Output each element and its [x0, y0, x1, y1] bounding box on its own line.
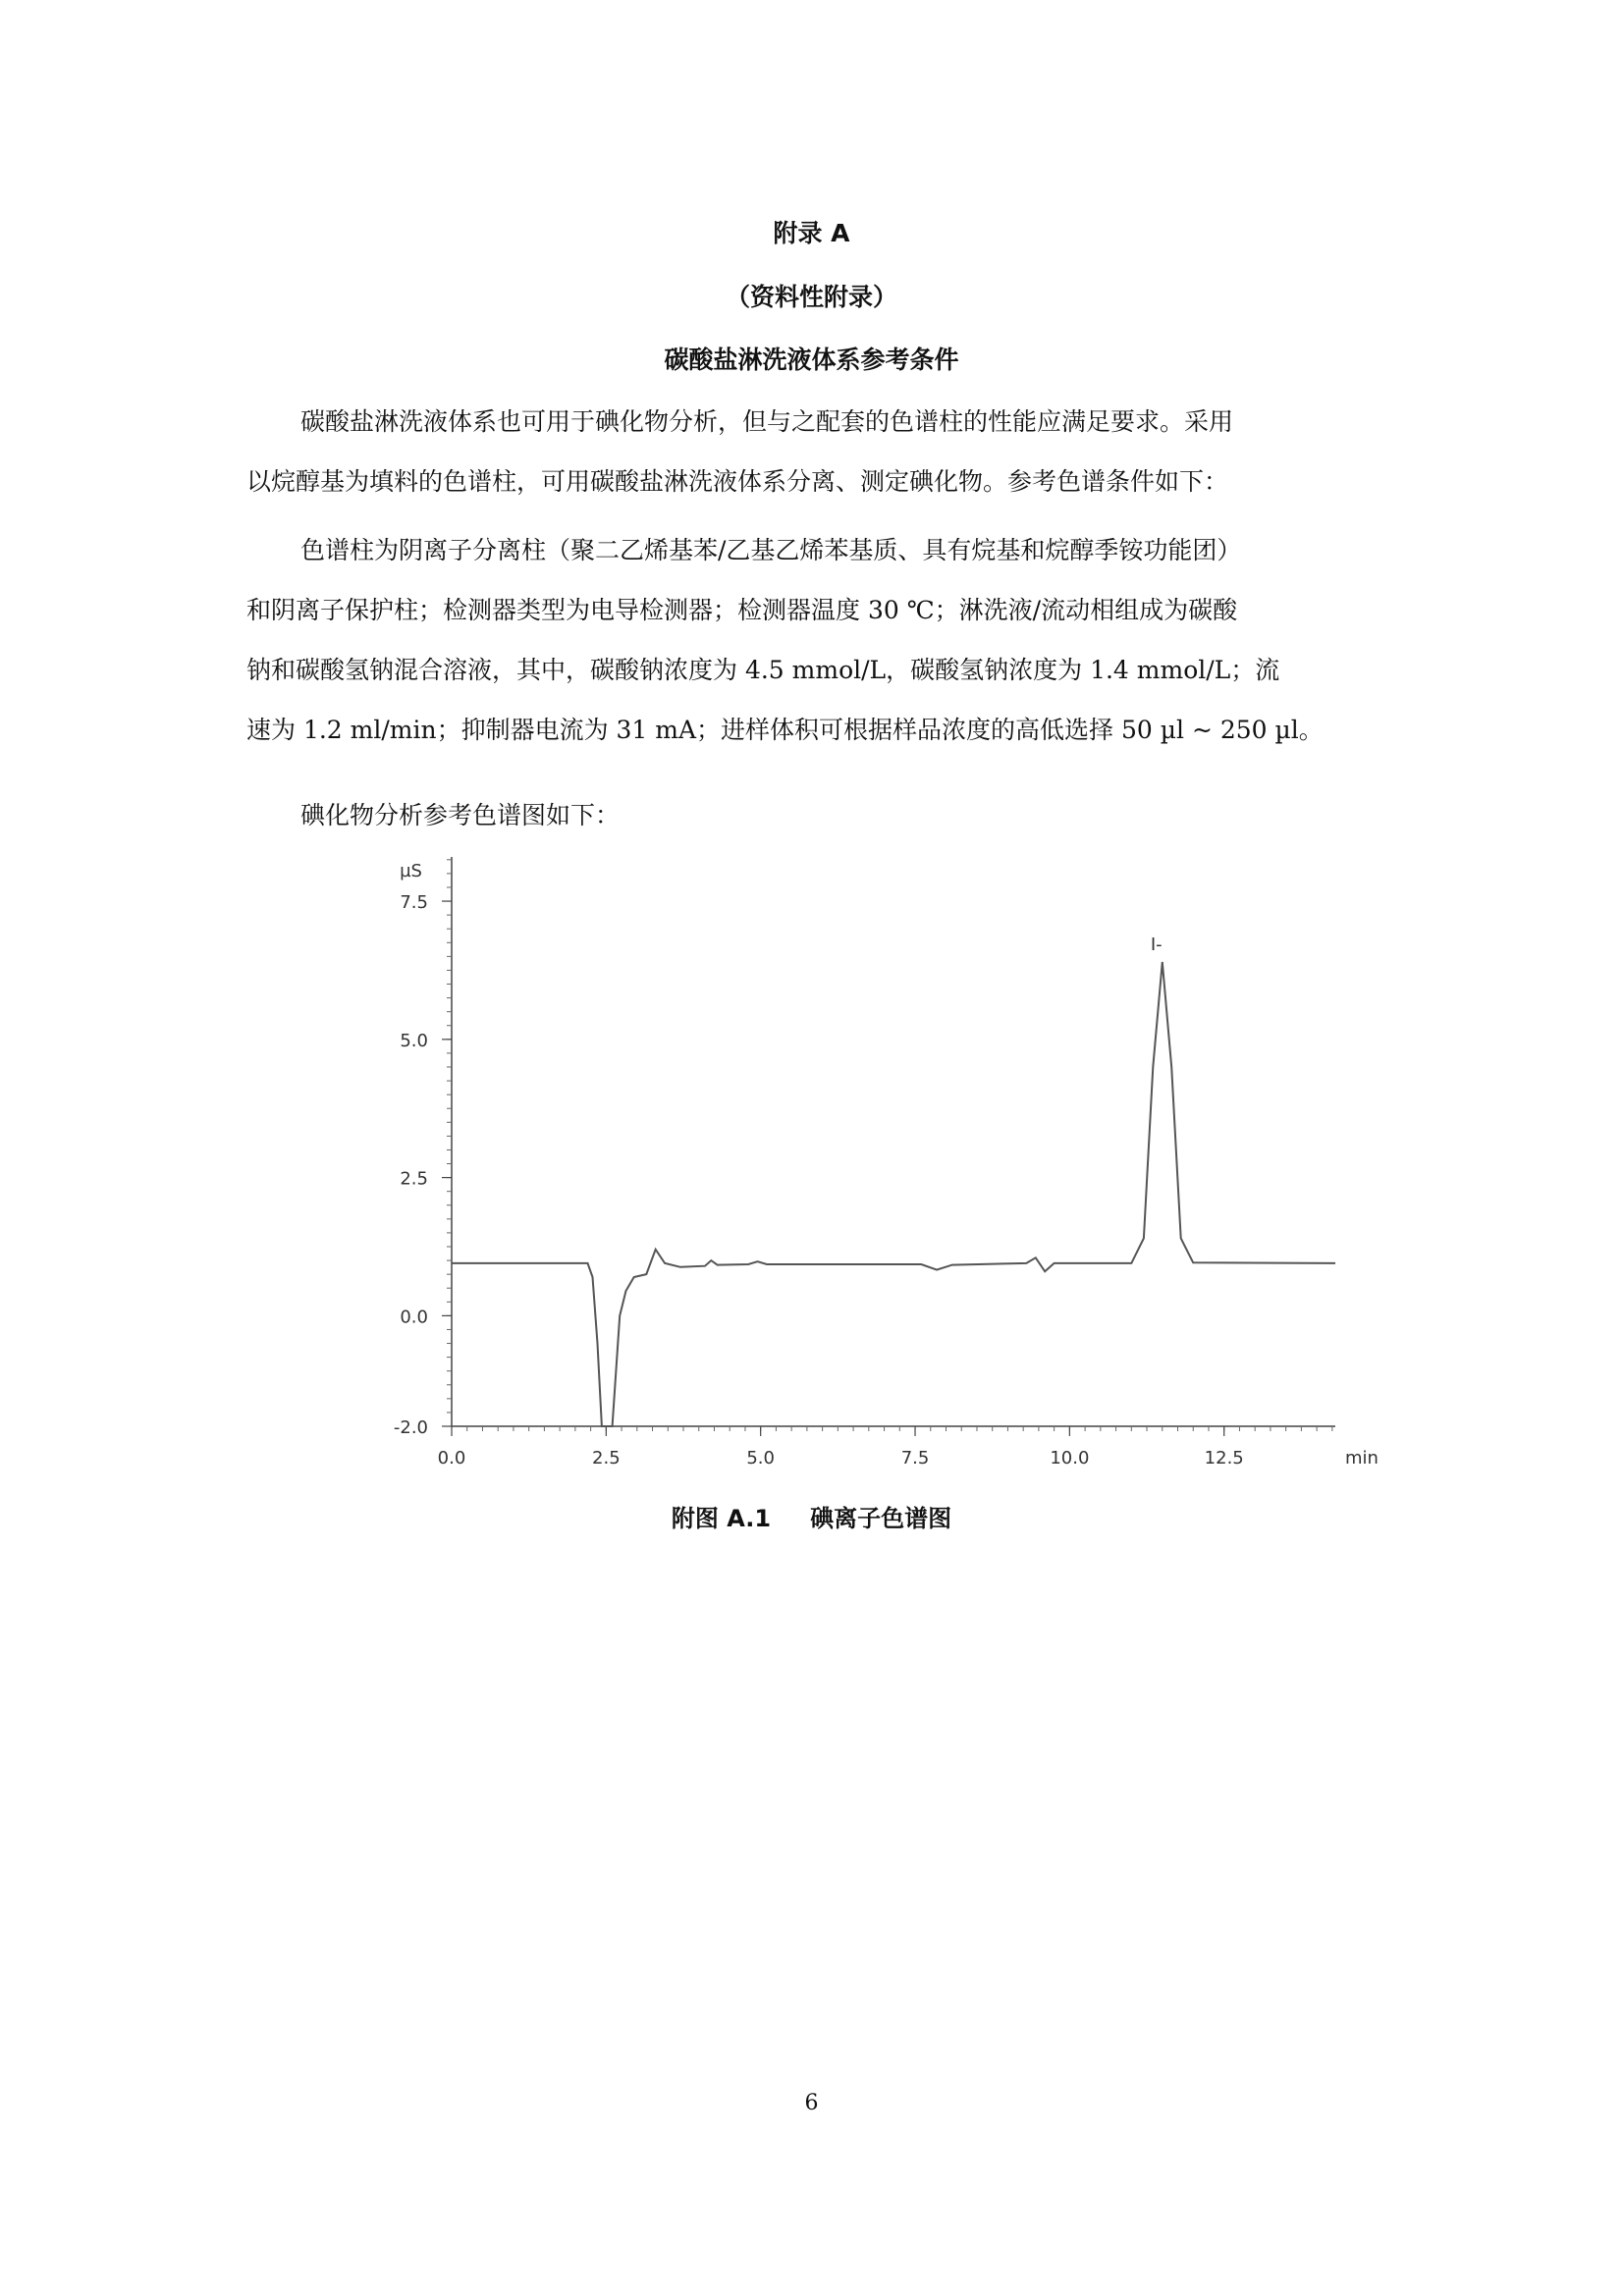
paragraph-line: 以烷醇基为填料的色谱柱，可用碳酸盐淋洗液体系分离、测定碘化物。参考色谱条件如下：: [246, 467, 1229, 496]
y-tick-label: 2.5: [400, 1168, 428, 1190]
section-title: 碳酸盐淋洗液体系参考条件: [664, 346, 959, 374]
y-axis-unit: µS: [400, 861, 422, 881]
x-tick-label: 0.0: [437, 1448, 466, 1468]
y-tick-label: 7.5: [400, 892, 428, 914]
y-tick-label: 5.0: [400, 1030, 428, 1051]
figure-caption: [0, 1499, 1623, 1533]
y-tick-label: -2.0: [393, 1417, 428, 1438]
paragraph-line: 碘化物分析参考色谱图如下：: [300, 801, 621, 829]
x-tick-label: 10.0: [1050, 1448, 1090, 1468]
iodide-chromatogram-chart: [373, 842, 1379, 1490]
x-tick-label: 5.0: [746, 1448, 776, 1468]
paragraph-line: 色谱柱为阴离子分离柱（聚二乙烯基苯/乙基乙烯苯基质、具有烷基和烷醇季铵功能团）: [300, 536, 1242, 564]
x-tick-label: 7.5: [900, 1448, 930, 1468]
x-axis-ticks: [438, 1426, 1332, 1468]
figure-caption-label: 附图 A.1: [671, 1505, 772, 1532]
appendix-title: 附录 A: [773, 219, 850, 247]
y-axis-ticks: [394, 860, 452, 1438]
paragraph-chromatographic-conditions: [246, 520, 1383, 760]
paragraph-line: 碳酸盐淋洗液体系也可用于碘化物分析，但与之配套的色谱柱的性能应满足要求。采用: [300, 407, 1234, 436]
x-tick-label: 2.5: [592, 1448, 621, 1468]
peak-label-iodide: I-: [1150, 934, 1163, 955]
chart-axes: [452, 857, 1335, 1426]
paragraph-line: 钠和碳酸氢钠混合溶液，其中，碳酸钠浓度为 4.5 mmol/L，碳酸氢钠浓度为 1.4 mmol/L；流: [246, 656, 1280, 684]
paragraph-eluent-system: [246, 392, 1383, 511]
x-axis-unit: min: [1345, 1448, 1379, 1468]
page-number: 6: [804, 2091, 819, 2115]
paragraph-line: 和阴离子保护柱；检测器类型为电导检测器；检测器温度 30 ℃；淋洗液/流动相组成为碳酸: [246, 596, 1238, 624]
figure-caption-title: 碘离子色谱图: [810, 1505, 952, 1532]
y-tick-label: 0.0: [400, 1307, 428, 1328]
chromatogram-trace: [452, 962, 1335, 1426]
paragraph-line: 速为 1.2 ml/min；抑制器电流为 31 mA；进样体积可根据样品浓度的高低选择 50 µl ~ 250 µl。: [246, 716, 1324, 744]
appendix-type: （资料性附录）: [725, 283, 897, 311]
paragraph-chromatogram-intro: [246, 785, 1383, 845]
x-tick-label: 12.5: [1204, 1448, 1244, 1468]
